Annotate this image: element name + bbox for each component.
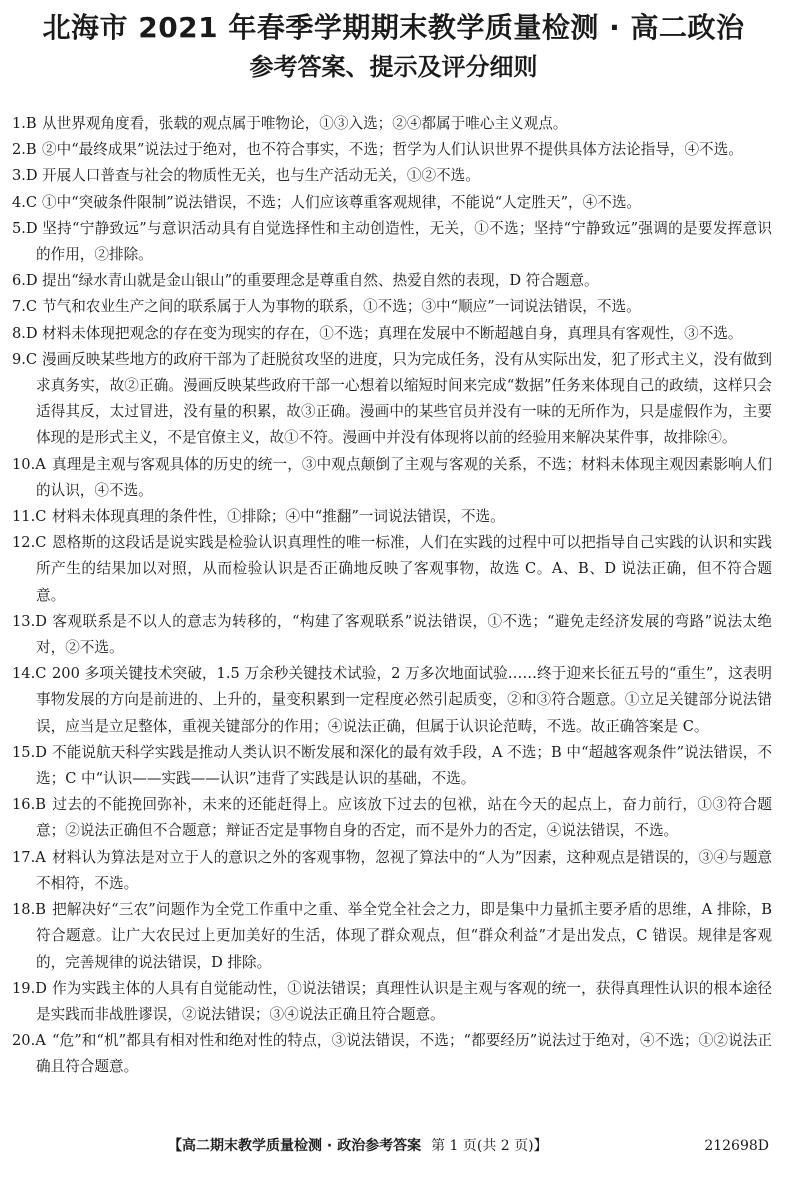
answer-number: 17.A <box>12 848 46 866</box>
answer-explanation: 坚持“宁静致远”与意识活动具有自觉选择性和主动创造性，无关，①不选；坚持“宁静致远”强调的是要发挥意识的作用，②排除。 <box>36 219 772 264</box>
answer-number: 1.B <box>12 115 37 132</box>
footer-exam-label: 【高二期末教学质量检测 · 政治参考答案 <box>168 1138 422 1154</box>
answer-number: 19.D <box>12 979 47 997</box>
answer-item-19 <box>12 976 772 1028</box>
page-title: 北海市 2021 年春季学期期末教学质量检测 · 高二政治 <box>42 11 745 44</box>
answer-number: 6.D <box>12 272 38 290</box>
answer-explanation: 漫画反映某些地方的政府干部为了赶脱贫攻坚的进度，只为完成任务，没有从实际出发，犯了形式主义，没有做到求真务实，故②正确。漫画反映某些政府干部一心想着以缩短时间来完成“数据”任务来体现自己的政绩，这样只会适得其反，太过冒进，没有量的积累，故③正确。漫画中的某些官员并没有一味的无所作为，只是虚假作为，主要体现的是形式主义，不是官僚主义，故①不符。漫画中并没有体现将以前的经验用来解决某件事，故排除④。 <box>36 350 772 447</box>
answer-number: 11.C <box>12 508 47 526</box>
answer-explanation: 恩格斯的这段话是说实践是检验认识真理性的唯一标准，人们在实践的过程中可以把指导自己实践的认识和实践所产生的结果加以对照，从而检验认识是否正确地反映了客观事物，故选 C。A、B、D 说法正确，但不符合题意。 <box>36 534 772 604</box>
answer-item-3 <box>12 163 772 189</box>
answer-item-8 <box>12 321 772 347</box>
answer-number: 20.A <box>12 1032 46 1050</box>
answer-number: 9.C <box>12 350 38 368</box>
footer-page-number: 第 1 页(共 2 页)】 <box>431 1138 548 1154</box>
answer-item-4 <box>12 190 772 216</box>
answer-explanation: 提出“绿水青山就是金山银山”的重要理念是尊重自然、热爱自然的表现，D 符合题意。 <box>42 272 599 290</box>
answer-explanation: 作为实践主体的人具有自觉能动性，①说法错误；真理性认识是主观与客观的统一，获得真理性认识的根本途径是实践而非战胜谬误，②说法错误；③④说法正确且符合题意。 <box>36 979 772 1023</box>
answer-item-1 <box>12 111 772 137</box>
answer-item-17 <box>12 845 772 897</box>
answer-item-12 <box>12 530 772 609</box>
answer-explanation: 从世界观角度看，张载的观点属于唯物论，①③入选；②④都属于唯心主义观点。 <box>42 115 568 132</box>
answer-explanation: 材料未体现真理的条件性，①排除；④中“推翻”一词说法错误，不选。 <box>52 508 505 526</box>
answer-item-13 <box>12 609 772 661</box>
answer-item-18 <box>12 897 772 976</box>
answer-explanation: ②中“最终成果”说法过于绝对，也不符合事实，不选；哲学为人们认识世界不提供具体方法论指导，④不选。 <box>42 141 743 159</box>
answer-explanation: 材料认为算法是对立于人的意识之外的客观事物，忽视了算法中的“人为”因素，这种观点是错误的，③④与题意不相符，不选。 <box>36 848 772 892</box>
answer-number: 5.D <box>12 219 38 237</box>
answer-item-14 <box>12 661 772 740</box>
answer-explanation: 不能说航天科学实践是推动人类认识不断发展和深化的最有效手段，A 不选；B 中“超越客观条件”说法错误，不选；C 中“认识——实践——认识”违背了实践是认识的基础，不选。 <box>36 743 772 788</box>
answer-explanation: 200 多项关键技术突破，1.5 万余秒关键技术试验，2 万多次地面试验……终于迎来长征五号的“重生”，这表明事物发展的方向是前进的、上升的，量变积累到一定程度必然引起质变，②和③符合题意。①立足关键部分说法错误，应当是立足整体，重视关键部分的作用；④说法正确，但属于认识论范畴，不选。故正确答案是 C。 <box>36 665 772 735</box>
answer-explanation: ①中“突破条件限制”说法错误，不选；人们应该尊重客观规律，不能说“人定胜天”，④不选。 <box>42 193 642 211</box>
answer-explanation: 把解决好“三农”问题作为全党工作重中之重、举全党全社会之力，即是集中力量抓主要矛盾的思维，A 排除，B 符合题意。让广大农民过上更加美好的生活，体现了群众观点，但“群众利益”才是出发点，C 错误。规律是客观的，完善规律的说法错误，D 排除。 <box>36 901 772 971</box>
answer-item-9 <box>12 347 772 452</box>
answer-item-15 <box>12 740 772 792</box>
answer-item-10 <box>12 452 772 504</box>
answer-number: 4.C <box>12 193 38 211</box>
answer-list <box>12 111 772 1081</box>
answer-number: 15.D <box>12 743 47 761</box>
answer-explanation: 节气和农业生产之间的联系属于人为事物的联系，①不选；③中“顺应”一词说法错误，不选。 <box>42 298 641 316</box>
answer-number: 14.C <box>12 665 47 683</box>
answer-explanation: 材料未体现把观念的存在变为现实的存在，①不选；真理在发展中不断超越自身，真理具有客观性，③不选。 <box>42 324 743 342</box>
answer-number: 8.D <box>12 324 38 342</box>
answer-number: 10.A <box>12 455 46 473</box>
answer-item-2 <box>12 137 772 163</box>
answer-item-20 <box>12 1028 772 1080</box>
answer-explanation: 开展人口普查与社会的物质性无关，也与生产活动无关，①②不选。 <box>42 167 480 185</box>
page-footer <box>0 1134 787 1158</box>
answer-number: 18.B <box>12 901 46 919</box>
answer-explanation: 真理是主观与客观具体的历史的统一，③中观点颠倒了主观与客观的关系，不选；材料未体现主观因素影响人们的认识，④不选。 <box>36 455 772 499</box>
answer-number: 16.B <box>12 796 46 814</box>
footer-code: 212698D <box>704 1138 769 1154</box>
answer-number: 3.D <box>12 167 38 185</box>
answer-item-6 <box>12 268 772 294</box>
answer-item-11 <box>12 504 772 530</box>
answer-number: 2.B <box>12 141 37 159</box>
footer-title <box>168 1134 548 1158</box>
page-subtitle: 参考答案、提示及评分细则 <box>249 53 538 81</box>
answer-explanation: “危”和“机”都具有相对性和绝对性的特点，③说法错误，不选；“都要经历”说法过于绝对，④不选；①②说法正确且符合题意。 <box>36 1032 772 1076</box>
answer-number: 7.C <box>12 298 38 316</box>
answer-item-7 <box>12 294 772 320</box>
answer-number: 13.D <box>12 612 47 630</box>
answer-item-5 <box>12 216 772 268</box>
answer-explanation: 客观联系是不以人的意志为转移的，“构建了客观联系”说法错误，①不选；“避免走经济发展的弯路”说法太绝对，②不选。 <box>36 612 772 657</box>
answer-number: 12.C <box>12 534 47 552</box>
answer-item-16 <box>12 792 772 844</box>
answer-explanation: 过去的不能挽回弥补，未来的还能赶得上。应该放下过去的包袱，站在今天的起点上，奋力前行，①③符合题意；②说法正确但不合题意；辩证否定是事物自身的否定，而不是外力的否定，④说法错误，不选。 <box>36 796 772 840</box>
